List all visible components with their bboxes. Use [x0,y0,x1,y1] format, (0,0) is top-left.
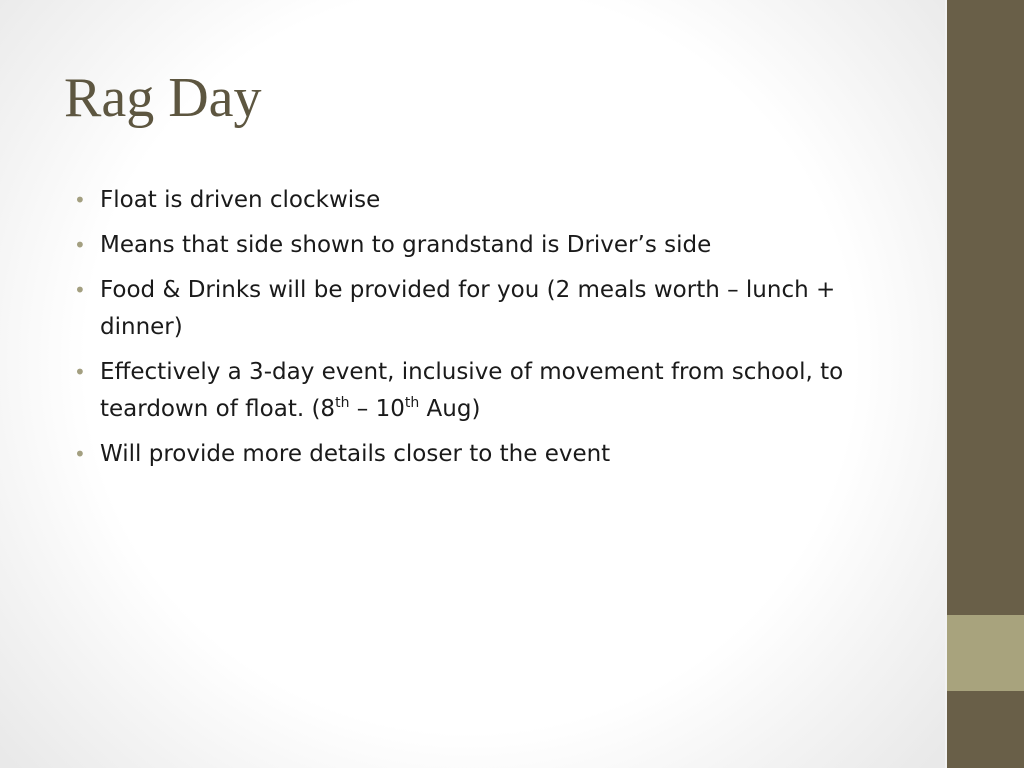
bullet-text-part: – 10 [349,396,405,422]
ordinal-suffix: th [404,395,420,411]
ordinal-suffix: th [335,395,350,411]
bullet-dot-icon: • [74,360,86,384]
bullet-item [72,354,892,428]
bullet-dot-icon: • [74,233,86,257]
bullet-item [72,436,892,473]
slide-title: Rag Day [64,67,262,129]
bullet-item [72,227,892,264]
bullet-text: Float is driven clockwise [100,187,381,213]
bullet-item [72,182,892,219]
bullet-text-part: Aug) [419,396,481,422]
bullet-text: Means that side shown to grandstand is Driver’s side [100,232,712,258]
bullet-dot-icon: • [74,442,86,466]
bullet-text: Will provide more details closer to the event [100,441,611,467]
bullet-text-part: Effectively a 3-day event, inclusive of movement from school, to teardown of float. (8 [100,359,844,422]
bullet-dot-icon: • [74,278,86,302]
sidebar-accent-block [947,615,1024,691]
bullet-text: Food & Drinks will be provided for you (2 meals worth – lunch + dinner) [100,277,836,340]
bullet-item [72,272,892,346]
bullet-dot-icon: • [74,188,86,212]
bullet-list [72,182,892,481]
